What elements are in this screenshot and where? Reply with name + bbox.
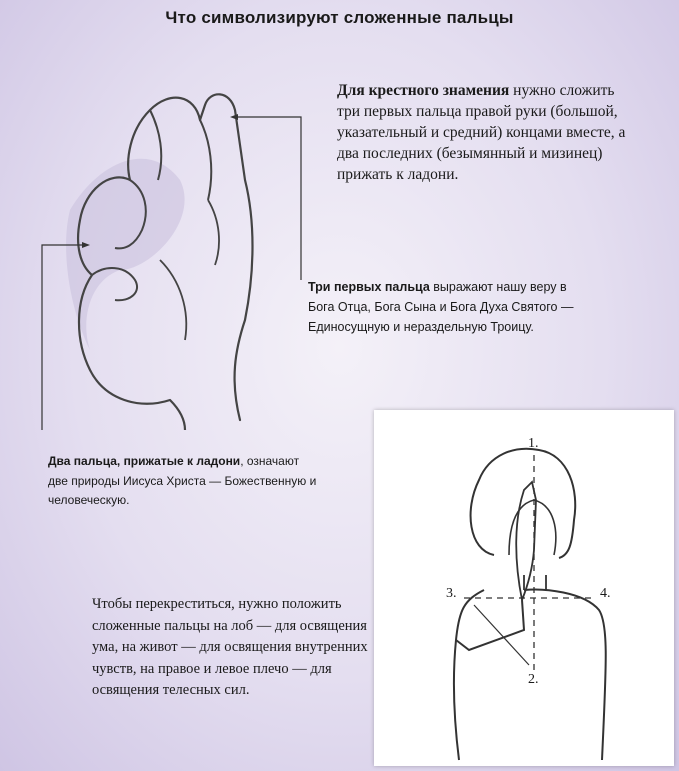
two-fingers-body: , означают две природы Иисуса Христа — Божественную и человеческую.: [48, 454, 317, 507]
cross-instruction-body: нужно сложить три первых пальца правой руки (большой, указательный и средний) концами вместе, а два последних (безымянный и мизинец) прижать к ладони.: [337, 82, 626, 183]
two-fingers-text: [48, 452, 318, 511]
three-fingers-text: [308, 277, 578, 337]
page-title: Что символизируют сложенные пальцы: [165, 8, 514, 27]
point-4-label: 4.: [600, 586, 611, 601]
two-fingers-bold: Два пальца, прижатые к ладони: [48, 454, 241, 468]
three-fingers-body: выражают нашу веру в Бога Отца, Бога Сына и Бога Духа Святого — Единосущную и нераздельную Троицу.: [308, 280, 574, 334]
point-1-label: 1.: [528, 436, 539, 451]
cross-instruction-bold: Для крестного знамения: [337, 82, 510, 99]
crossing-figure-card: [374, 410, 674, 766]
point-2-label: 2.: [528, 672, 539, 687]
how-to-cross-text: Чтобы перекреститься, нужно положить сложенные пальцы на лоб — для освящения ума, на живот — для освящения внутренних чувств, на правое и левое плечо — для освящения телесных сил.: [92, 596, 368, 699]
point-3-label: 3.: [446, 586, 457, 601]
hand-illustration: [30, 70, 320, 430]
three-fingers-bold: Три первых пальца: [308, 280, 430, 294]
person-figure: [374, 410, 674, 766]
cross-instruction-text: [337, 80, 637, 185]
